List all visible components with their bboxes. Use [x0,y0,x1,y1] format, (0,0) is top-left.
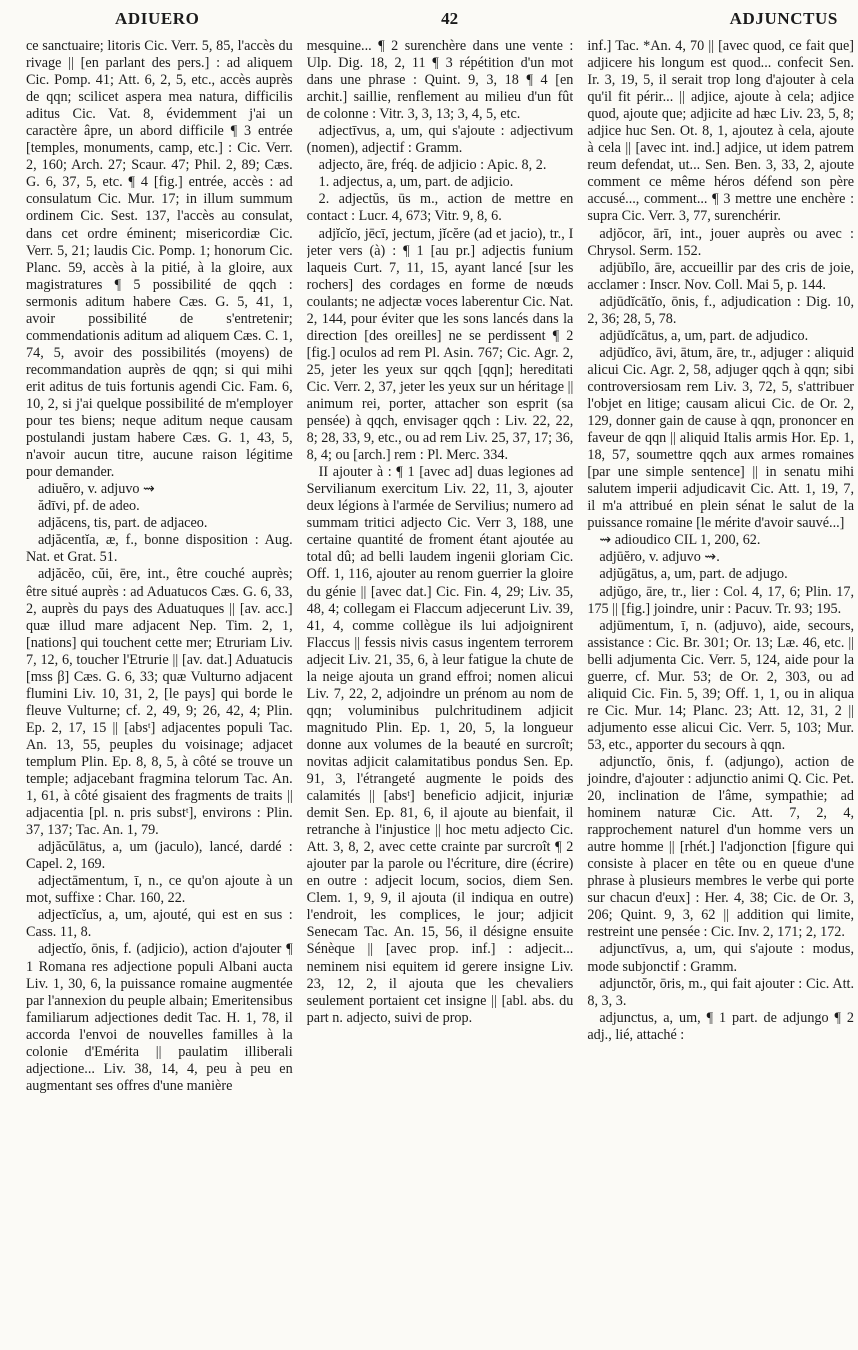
entry-text: adjūmentum, ī, n. (adjuvo), aide, secours, assistance : Cic. Br. 301; Or. 13; Læ. 46, etc. || belli adjumenta Cic. Verr. 5, 124, aide pour la guerre, cf. Mur. 53; de Or. 2, 303, ou ad aliquid Cic. Fin. 5, 39; Off. 1, 1, ou in aliqua re Cic. Mur. 14; Planc. 23; Att. 12, 31, 2 || adjumento esse alicui Cic. Verr. 5, 103; Mur. 53, etc., apporter du secours à qqn. [587,617,855,753]
entry-text: adjectīcĭus, a, um, ajouté, qui est en sus : Cass. 11, 8. [26,907,293,941]
entry-text: adiuĕro, v. adjuvo ⇝ [38,481,155,498]
column-1 [26,38,293,1342]
entry-text: adjūdĭcātus, a, um, part. de adjudico. [599,327,809,344]
entry-text: adjunctĭo, ōnis, f. (adjungo), action de joindre, d'ajouter : adjunctio animi Q. Cic. Pet. 20, inclination de l'âme, sympathie; ad hominem naturæ Cic. Att. 7, 2, 4, rapprochement naturel d'un homme vers un autre homme || [rhét.] l'adjonction [figure qui consiste à placer en tête ou en queue d'une phrase à plusieurs membres le verbe qui porte sur chacun d'eux] : Her. 4, 38; Cic. de Or. 3, 206; Quint. 9, 3, 62 || addition qui limite, restreint une pensée : Cic. Inv. 2, 171; 2, 172. [587,753,855,941]
entry-text: adjunctŏr, ōris, m., qui fait ajouter : Cic. Att. 8, 3, 3. [587,975,855,1009]
entry-text: II ajouter à : ¶ 1 [avec ad] duas legiones ad Servilianum exercitum Liv. 22, 11, 3, ajouter deux légions à l'armée de Servilius; numero ad summam tritici adjecto Cic. Verr 3, 188, une certaine quantité de froment étant ajoutée au total dû; ad belli laudem ingenii gloriam Cic. Off. 1, 116, ajouter au renom guerrier la gloire du génie || [avec dat.] Cic. Fin. 4, 29; Liv. 35, 48, 4; collegam ei Flaccum adjecerunt Liv. 39, 41, 4, comme collègue ils lui adjoignirent Flaccus || fessis nivis casus ingentem terrorem adjecit Liv. 21, 35, 6, à leur fatigue la chute de la neige ajouta un grand effroi; nomen alicui Liv. 7, 22, 2, adjoindre un prénom au nom de qqn; voluminibus pulchritudinem adjicit magnitudo Plin. Ep. 1, 20, 5, la longueur donne aux volumes de la beauté en surcroît; novitas adjicit calamitatibus pondus Sen. Ep. 91, 3, l'étrangeté augmente le poids des calamités || [absᵗ] beneficio adjicit, injuriæ demit Sen. Ep. 81, 6, il ajoute au bienfait, il retranche à l'injustice || hoc metu adjecto Cic. Att. 3, 8, 2, avec cette crainte par surcroît ¶ 2 ajouter par la parole ou l'écriture, dire (écrire) en outre : adjecit locum, socios, diem Sen. Clem. 1, 9, 9, il ajouta (il indiqua en outre) l'endroit, les complices, le jour; adjicit Senecam Tac. An. 15, 56, il désigne ensuite Sénèque || [avec prop. inf.] : adjecit... neminem nisi equitem id gerere insigne Liv. 23, 12, 2, il ajouta que les chevaliers seulement portaient cet insigne || [abl. abs. du part n. adjecto, suivi de prop. [306,464,574,1026]
entry-text: adjŭgātus, a, um, part. de adjugo. [599,566,788,583]
right-running-head: ADJUNCTUS [729,9,838,28]
entry-text: inf.] Tac. *An. 4, 70 || [avec quod, ce fait que] adjicere his longum est quod... confecit Sen. Ir. 3, 19, 5, il serait trop long d'ajouter à cela qu'il fit périr... || adjice, ajoute à cela; adjice quod, ajoute que; adjicite ad hæc Liv. 23, 5, 8; adjice huc Sen. Ot. 8, 1, ajoutez à cela, ajoute à cela || [avec int. ind.] adjice, ut idem patrem reum defendat, ut... Sen. Ben. 3, 33, 2, ajoute comment ce même héros défend son père accusé..., comment... ¶ 3 mettre une enchère : supra Cic. Verr. 3, 77, surenchérir. [587,38,855,225]
entry-text: ⇝ adioudico CIL 1, 200, 62. [599,532,761,549]
entry-text: adjăcŭlātus, a, um (jaculo), lancé, dardé : Capel. 2, 169. [26,839,293,873]
entry-text: adjectĭo, ōnis, f. (adjicio), action d'ajouter ¶ 1 Romana res adjectione populi Albani aucta Liv. 1, 30, 6, la puissance romaine augmentée par l'annexion du peuple albain; Emeritensibus familiarum adjectiones dedit Tac. H. 1, 78, il accorda l'envoi de nouvelles familles à la colonie d'Emérita || paulatim illiberali adjectione... Liv. 38, 14, 4, peu à peu en augmentant ses offres d'une manière [26,941,293,1094]
entry-text: adjŭgo, āre, tr., lier : Col. 4, 17, 6; Plin. 17, 175 || [fig.] joindre, unir : Pacuv. Tr. 93; 195. [587,583,855,617]
entry-text: adjăcĕo, cŭi, ēre, int., être couché auprès; être situé auprès : ad Aduatucos Cæs. G. 6, 33, 2, auprès du pays des Aduatuques || [av. acc.] quæ illud mare adjacent Nep. Tim. 2, 1, [nations] qui touchent cette mer; Etruriam Liv. 7, 12, 6, toucher l'Etrurie || [av. dat.] Aduatucis [mss β] Cæs. G. 6, 33; quæ Vulturno adjacent flumini Liv. 10, 31, 2, [le pays] qui borde le fleuve Vulturne; cf. 2, 49, 9; 26, 42, 4; Plin. Ep. 2, 17, 15 || [absᵗ] adjacentes populi Tac. An. 13, 55, peuples du voisinage; adjacet templum Plin. Ep. 8, 8, 5, à côté se trouve un temple; adjacebant fragmina telorum Tac. An. 1, 61, à côté gisaient des fragments de traits || adjacentia [pl. n. pris substᵗ], environs : Plin. 37, 137; Tac. An. 1, 79. [26,566,293,839]
page-number: 42 [441,9,459,28]
entry-text: adjăcens, tis, part. de adjaceo. [38,515,208,532]
entry-text: mesquine... ¶ 2 surenchère dans une vente : Ulp. Dig. 18, 2, 11 ¶ 3 répétition d'un mot dans une phrase : Quint. 9, 3, 18 ¶ 4 [en archit.] saillie, renflement au milieu d'un fût de colonne : Vitr. 3, 3, 13; 3, 4, 5, etc. [306,38,574,123]
entry-text: adjūĕro, v. adjuvo ⇝. [599,549,720,566]
column-2 [307,38,574,1342]
entry-text: adjūdĭco, āvi, ātum, āre, tr., adjuger : aliquid alicui Cic. Agr. 2, 58, adjuger qqch à qqn; sibi controversiosam rem Liv. 3, 72, 5, s'attribuer l'objet en litige; causam alicui Cic. de Or. 2, 129, donner gain de cause à qqn, prononcer en faveur de qqn || aliquid Italis armis Hor. Ep. 1, 18, 57, soumettre qqch aux armes romaines [par une simple sentence] || in senatu mihi salutem imperii adjudicavit Cic. Att. 1, 19, 7, il m'a attribué en plein sénat le salut de la puissance romaine [le mérite d'avoir sauvé...] [587,344,855,532]
entry-text: adjunctīvus, a, um, qui s'ajoute : modus, mode subjonctif : Gramm. [587,941,855,975]
column-3 [587,38,854,1342]
text-columns [26,38,854,1342]
entry-text: adjŏcor, ārī, int., jouer auprès ou avec : Chrysol. Serm. 152. [587,225,855,259]
entry-text: 1. adjectus, a, um, part. de adjicio. [318,174,514,191]
entry-text: adjectīvus, a, um, qui s'ajoute : adjectivum (nomen), adjectif : Gramm. [306,123,574,157]
entry-text: adjĭcĭo, jēcī, jectum, jĭcĕre (ad et jacio), tr., I jeter vers (à) : ¶ 1 [au pr.] adjectis funium laqueis Curt. 7, 11, 15, ayant lancé [sur les rochers] des cordages en forme de nœuds coulants; ne adjectæ voces laberentur Cic. Nat. 2, 144, pour éviter que les sons lancés dans la direction [des oreilles] ne se perdissent ¶ 2 [fig.] oculos ad rem Pl. Asin. 767; Cic. Agr. 2, 25, jeter les yeux sur qqch [qqn]; hereditati Cic. Verr. 2, 37, jeter les yeux sur un héritage || animum rei, porter, attacher son esprit (sa pensée) à qqch, envisager qqch : Liv. 22, 22, 8; 28, 33, 9, etc., ou ad rem Liv. 25, 37, 17; 36, 8, 4; ou [arch.] rem : Pl. Merc. 334. [306,225,574,464]
entry-text: adjūdĭcātĭo, ōnis, f., adjudication : Dig. 10, 2, 36; 28, 5, 78. [587,293,855,327]
entry-text: adjecto, āre, fréq. de adjicio : Apic. 8, 2. [318,157,547,174]
entry-text: 2. adjectŭs, ūs m., action de mettre en contact : Lucr. 4, 673; Vitr. 9, 8, 6. [306,191,574,225]
entry-text: adjectāmentum, ī, n., ce qu'on ajoute à un mot, suffixe : Char. 160, 22. [26,873,293,907]
entry-text: ce sanctuaire; litoris Cic. Verr. 5, 85, l'accès du rivage || [en parlant des pers.] : ad aliquem Cic. Pomp. 41; Att. 6, 2, 5, etc., accès auprès de qqn; scilicet aspera mea natura, difficilis aditus Cic. Vat. 8, évidemment j'ai un caractère âpre, un abord difficile ¶ 3 entrée [temples, monuments, camp, etc.] : Cic. Verr. 2, 160; Arch. 27; Scaur. 47; Phil. 2, 89; Cæs. G. 6, 37, 5, etc. ¶ 4 [fig.] entrée, accès : ad consulatum Cic. Mur. 17; in illum summum ordinem Cic. Sest. 137, l'accès au consulat, dans cet ordre éminent; misericordiæ Cic. Verr. 5, 21; laudis Cic. Pomp. 1; honorum Cic. Planc. 59, accès à la pitié, à la gloire, aux magistratures ¶ 5 possibilité de qqch : sermonis aditum habere Cæs. G. 5, 41, 1, avoir possibilité de s'entretenir; commendationis aditum ad aliquem Cæs. C. 1, 74, 5, avoir des possibilités (moyens) de recommandation auprès de qqn; si qui mihi erit aditus de tuis fortunis agendi Cic. Fam. 6, 10, 2, si j'ai quelque possibilité de m'employer pour tes biens; neque aditum neque causam postulandi justam habere Cæs. G. 1, 43, 5, n'avoir aucun titre, aucune raison légitime pour demander. [26,38,293,481]
left-running-head: ADIUERO [115,9,200,28]
entry-text: adjăcentĭa, æ, f., bonne disposition : Aug. Nat. et Grat. 51. [26,532,293,566]
page-header [0,6,858,32]
entry-text: adjunctus, a, um, ¶ 1 part. de adjungo ¶ 2 adj., lié, attaché : [587,1009,855,1043]
entry-text: adjūbĭlo, āre, accueillir par des cris de joie, acclamer : Inscr. Nov. Coll. Mai 5, p. 144. [587,259,855,293]
entry-text: ădīvi, pf. de adeo. [38,498,140,515]
